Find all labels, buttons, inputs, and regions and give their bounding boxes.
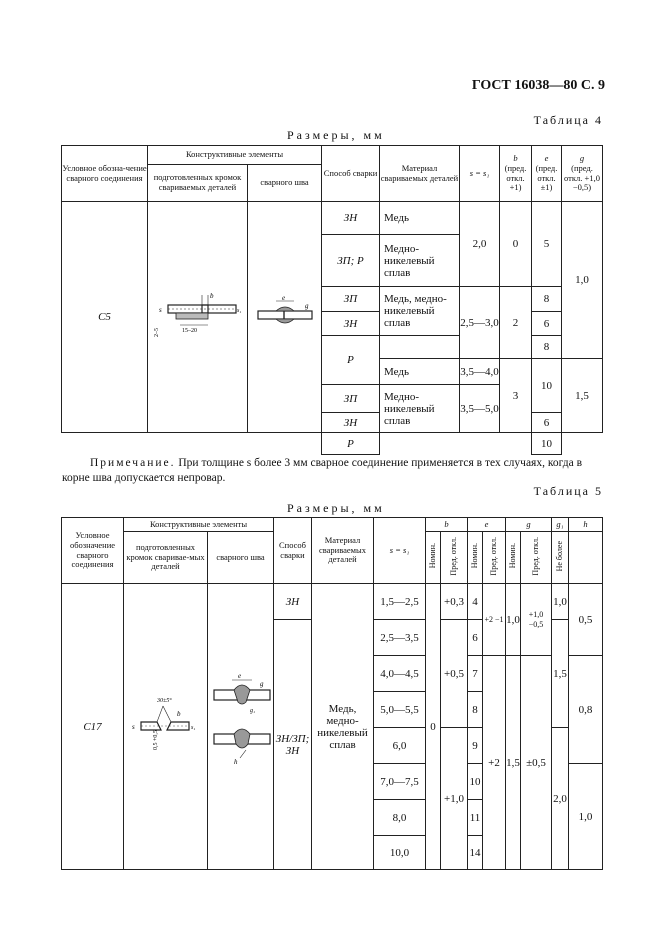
t4-e-7: 10 xyxy=(532,433,562,455)
t5-h-e: e xyxy=(468,518,506,532)
t5-h-3: 1,0 xyxy=(569,764,603,870)
t5-h-s: s = s₁ xyxy=(374,518,426,584)
svg-text:g: g xyxy=(259,679,263,688)
svg-text:0,5 +0,5: 0,5 +0,5 xyxy=(152,729,159,750)
t4-method-7: ЗН xyxy=(322,413,380,433)
c17-weld-drawing xyxy=(210,672,272,782)
t4-e-6: 6 xyxy=(532,413,562,433)
t4-h-elements: Конструктивные элементы xyxy=(148,146,322,165)
t4-h-b: b (пред. откл. +1) xyxy=(500,146,532,202)
t5-h-1: 0,5 xyxy=(569,584,603,656)
t5-h-g-nom: Номин. xyxy=(506,532,521,584)
svg-text:b: b xyxy=(209,292,213,300)
svg-text:s: s xyxy=(131,722,135,731)
t4-h-weld: сварного шва xyxy=(248,165,322,202)
svg-text:b: b xyxy=(176,709,180,718)
table4 xyxy=(61,145,603,455)
t5-b-pred-1: +0,3 xyxy=(441,584,468,620)
t4-e-2: 8 xyxy=(532,287,562,312)
t5-h-designation: Условное обозначение сварного соединения xyxy=(62,518,124,584)
t5-h-2: 0,8 xyxy=(569,656,603,764)
note-label: Примечание. xyxy=(90,457,176,469)
t5-b-pred-3: +1,0 xyxy=(441,728,468,870)
t4-b-3: 3 xyxy=(500,359,532,433)
t4-h-edges: подготовленных кромок свариваемых деталей xyxy=(148,165,248,202)
t5-material: Медь, медно-никелевый сплав xyxy=(312,584,374,870)
svg-text:s₁: s₁ xyxy=(190,724,195,731)
t4-h-material: Материал свариваемых деталей xyxy=(380,146,460,202)
t4-h-s: s = s₁ xyxy=(460,146,500,202)
t5-g-nom-1: 1,0 xyxy=(506,584,521,656)
t5-s-4: 5,0—5,5 xyxy=(374,692,426,728)
t4-b-2: 2 xyxy=(500,287,532,359)
t5-h-material: Материал свариваемых деталей xyxy=(312,518,374,584)
t5-g-pred-1: +1,0 −0,5 xyxy=(521,584,552,656)
t5-edges-figure xyxy=(124,584,208,870)
t4-e-3: 6 xyxy=(532,312,562,336)
t5-b-pred-2: +0,5 xyxy=(441,620,468,728)
svg-text:2–5: 2–5 xyxy=(153,328,160,337)
t5-e-nom-8: 14 xyxy=(468,836,483,870)
table5-dims: Размеры, мм xyxy=(287,501,385,515)
svg-text:s₁: s₁ xyxy=(236,308,241,314)
t4-method-1: ЗН xyxy=(322,202,380,235)
t5-s-7: 8,0 xyxy=(374,800,426,836)
t5-h-b-pred: Пред. откл. xyxy=(441,532,468,584)
t5-h-g: g xyxy=(506,518,552,532)
t4-h-designation: Условное обозна-чение сварного соединения xyxy=(62,146,148,202)
t5-designation: С17 xyxy=(62,584,124,870)
t4-s-3: 3,5—4,0 xyxy=(460,359,500,385)
t4-method-2: ЗП; Р xyxy=(322,235,380,287)
t4-s-4: 3,5—5,0 xyxy=(460,385,500,433)
t5-h-g1-ne: Не более xyxy=(552,532,569,584)
table4-caption: Таблица 4 xyxy=(533,113,603,127)
t5-g1-3: 2,0 xyxy=(552,728,569,870)
t5-h-elements: Конструктивные элементы xyxy=(124,518,274,532)
t4-designation: С5 xyxy=(62,202,148,433)
t4-g-2: 1,5 xyxy=(562,359,603,433)
svg-text:e: e xyxy=(237,671,241,680)
t4-material-3: Медь, медно-никелевый сплав xyxy=(380,287,460,336)
t5-b-nom: 0 xyxy=(426,584,441,870)
t4-material-1: Медь xyxy=(380,202,460,235)
note-text: При толщине s более 3 мм сварное соединение применяется в тех случаях, когда в корне шва допускается непровар. xyxy=(62,457,582,484)
table4-note xyxy=(62,456,602,486)
c17-edges-drawing xyxy=(127,692,205,762)
t4-s-2: 2,5—3,0 xyxy=(460,287,500,359)
t4-material-2: Медно-никелевый сплав xyxy=(380,235,460,287)
t4-method-6: ЗП xyxy=(322,385,380,413)
t5-e-nom-2: 6 xyxy=(468,620,483,656)
t4-h-e: e (пред. откл. ±1) xyxy=(532,146,562,202)
t4-e-1: 5 xyxy=(532,202,562,287)
t4-e-4: 8 xyxy=(532,336,562,359)
t5-h-weld: сварного шва xyxy=(208,532,274,584)
t4-material-5: Медно-никелевый сплав xyxy=(380,385,460,433)
t5-h-b-nom: Номин. xyxy=(426,532,441,584)
svg-text:30±5°: 30±5° xyxy=(156,697,172,704)
t4-weld-figure xyxy=(248,202,322,433)
t5-weld-figure xyxy=(208,584,274,870)
svg-text:h: h xyxy=(233,757,237,766)
t5-g1-2: 1,5 xyxy=(552,620,569,728)
t5-h-method: Способ сварки xyxy=(274,518,312,584)
t5-h-b: b xyxy=(426,518,468,532)
t5-h-e-pred: Пред. откл. xyxy=(483,532,506,584)
page-header: ГОСТ 16038—80 С. 9 xyxy=(471,78,605,93)
t5-method-1: ЗН xyxy=(274,584,312,620)
t5-e-pred-1: +2 −1 xyxy=(483,584,506,656)
t4-h-g: g (пред. откл. +1,0 −0,5) xyxy=(562,146,603,202)
t4-method-8: Р xyxy=(322,433,380,455)
svg-text:15–20: 15–20 xyxy=(181,328,197,334)
t4-method-4: ЗН xyxy=(322,312,380,336)
c5-weld-drawing xyxy=(254,295,316,339)
t4-h-method: Способ сварки xyxy=(322,146,380,202)
t5-h-edges: подготовленных кромок сваривае-мых деталей xyxy=(124,532,208,584)
t4-method-5: Р xyxy=(322,336,380,385)
t5-h-g1: g₁ xyxy=(552,518,569,532)
t5-s-6: 7,0—7,5 xyxy=(374,764,426,800)
c5-edges-drawing xyxy=(152,287,244,347)
t4-material-4: Медь xyxy=(380,359,460,385)
t5-h-h: h xyxy=(569,518,603,532)
t5-s-3: 4,0—4,5 xyxy=(374,656,426,692)
t4-s-1: 2,0 xyxy=(460,202,500,287)
table5 xyxy=(61,517,603,870)
svg-text:e: e xyxy=(281,295,285,302)
table4-dims: Размеры, мм xyxy=(287,128,385,142)
t4-edges-figure xyxy=(148,202,248,433)
t5-method-2: ЗН/ЗП; ЗН xyxy=(274,620,312,870)
t5-h-e-nom: Номин. xyxy=(468,532,483,584)
svg-text:g₁: g₁ xyxy=(249,707,255,714)
t5-e-nom-7: 11 xyxy=(468,800,483,836)
t5-e-nom-1: 4 xyxy=(468,584,483,620)
t5-s-8: 10,0 xyxy=(374,836,426,870)
t5-s-2: 2,5—3,5 xyxy=(374,620,426,656)
t4-e-5: 10 xyxy=(532,359,562,413)
t5-g-nom-2: 1,5 xyxy=(506,656,521,870)
t5-s-5: 6,0 xyxy=(374,728,426,764)
t5-e-nom-5: 9 xyxy=(468,728,483,764)
t4-method-3: ЗП xyxy=(322,287,380,312)
t5-h-g-pred: Пред. откл. xyxy=(521,532,552,584)
svg-text:g: g xyxy=(304,302,308,310)
t5-g1-1: 1,0 xyxy=(552,584,569,620)
t5-e-nom-6: 10 xyxy=(468,764,483,800)
t5-g-pred-2: ±0,5 xyxy=(521,656,552,870)
t4-g-1: 1,0 xyxy=(562,202,603,359)
t5-s-1: 1,5—2,5 xyxy=(374,584,426,620)
svg-text:s: s xyxy=(158,306,162,314)
t5-e-pred-2: +2 xyxy=(483,656,506,870)
table5-caption: Таблица 5 xyxy=(533,484,603,498)
t5-e-nom-4: 8 xyxy=(468,692,483,728)
t4-b-1: 0 xyxy=(500,202,532,287)
t5-e-nom-3: 7 xyxy=(468,656,483,692)
